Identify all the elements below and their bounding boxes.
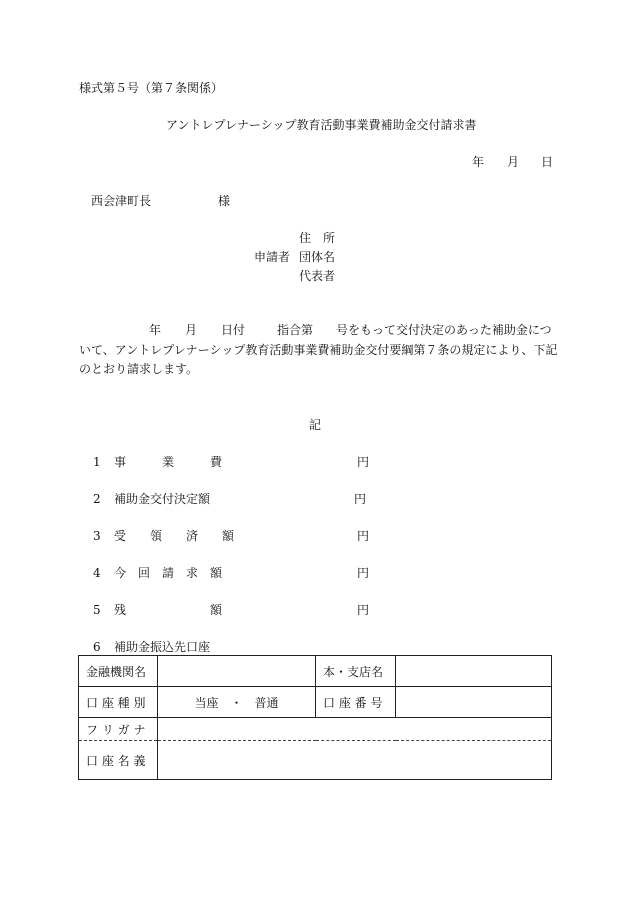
branch-label: 本・支店名 xyxy=(316,656,396,687)
item-unit: 円 xyxy=(357,455,370,469)
account-type-value[interactable]: 当座 ・ 普通 xyxy=(158,687,316,718)
account-holder-label: 口 座 名 義 xyxy=(79,741,158,780)
date-day: 日 xyxy=(541,155,554,169)
item-label: 補助金振込先口座 xyxy=(114,640,211,654)
body-dated: 日付 xyxy=(221,323,246,337)
body-order: 指合第 xyxy=(277,323,314,337)
address-label: 住 所 xyxy=(299,231,336,245)
item-label: 補助金交付決定額 xyxy=(114,492,211,506)
item-number: 4 xyxy=(93,566,101,580)
item-number: 1 xyxy=(93,455,101,469)
item-label: 残 額 xyxy=(114,603,223,617)
furigana-cell[interactable] xyxy=(158,718,552,741)
bank-name-cell[interactable] xyxy=(158,656,316,687)
item-unit: 円 xyxy=(357,566,370,580)
representative-label: 代表者 xyxy=(299,269,336,283)
item-number: 2 xyxy=(93,492,101,506)
item-number: 3 xyxy=(93,529,101,543)
item-number: 6 xyxy=(93,640,101,654)
item-unit: 円 xyxy=(357,603,370,617)
body-month: 月 xyxy=(185,323,198,337)
table-row xyxy=(79,741,552,780)
item-label: 受 領 済 額 xyxy=(114,529,235,543)
body-line3: のとおり請求します。 xyxy=(79,362,199,376)
date-month: 月 xyxy=(507,155,520,169)
body-year: 年 xyxy=(149,323,162,337)
account-type-label: 口 座 種 別 xyxy=(79,687,158,718)
account-number-cell[interactable] xyxy=(396,687,552,718)
applicant-prefix: 申請者 xyxy=(254,250,291,264)
body-line2: いて、アントレプレナーシップ教育活動事業費補助金交付要綱第７条の規定により、下記 xyxy=(79,343,558,357)
bank-account-table xyxy=(78,655,552,780)
addressee-name: 西会津町長 xyxy=(91,194,152,208)
branch-cell[interactable] xyxy=(396,656,552,687)
item-label: 事 業 費 xyxy=(114,455,223,469)
document-title: アントレプレナーシップ教育活動事業費補助金交付請求書 xyxy=(166,118,477,132)
form-number: 様式第５号（第７条関係） xyxy=(79,81,224,95)
group-label: 団体名 xyxy=(299,250,336,264)
body-line1-rest: 号をもって交付決定のあった補助金につ xyxy=(336,323,552,337)
account-holder-cell[interactable] xyxy=(158,741,552,780)
bank-name-label: 金融機関名 xyxy=(79,656,158,687)
table-row xyxy=(79,687,552,718)
account-number-label: 口 座 番 号 xyxy=(316,687,396,718)
table-row xyxy=(79,656,552,687)
item-unit: 円 xyxy=(354,492,367,506)
item-label: 今 回 請 求 額 xyxy=(114,566,223,580)
item-unit: 円 xyxy=(357,529,370,543)
furigana-label: フ リ ガ ナ xyxy=(79,718,158,741)
item-number: 5 xyxy=(93,603,101,617)
date-year: 年 xyxy=(472,155,485,169)
table-row xyxy=(79,718,552,741)
addressee-honorific: 様 xyxy=(218,194,231,208)
ki-heading: 記 xyxy=(309,418,322,432)
